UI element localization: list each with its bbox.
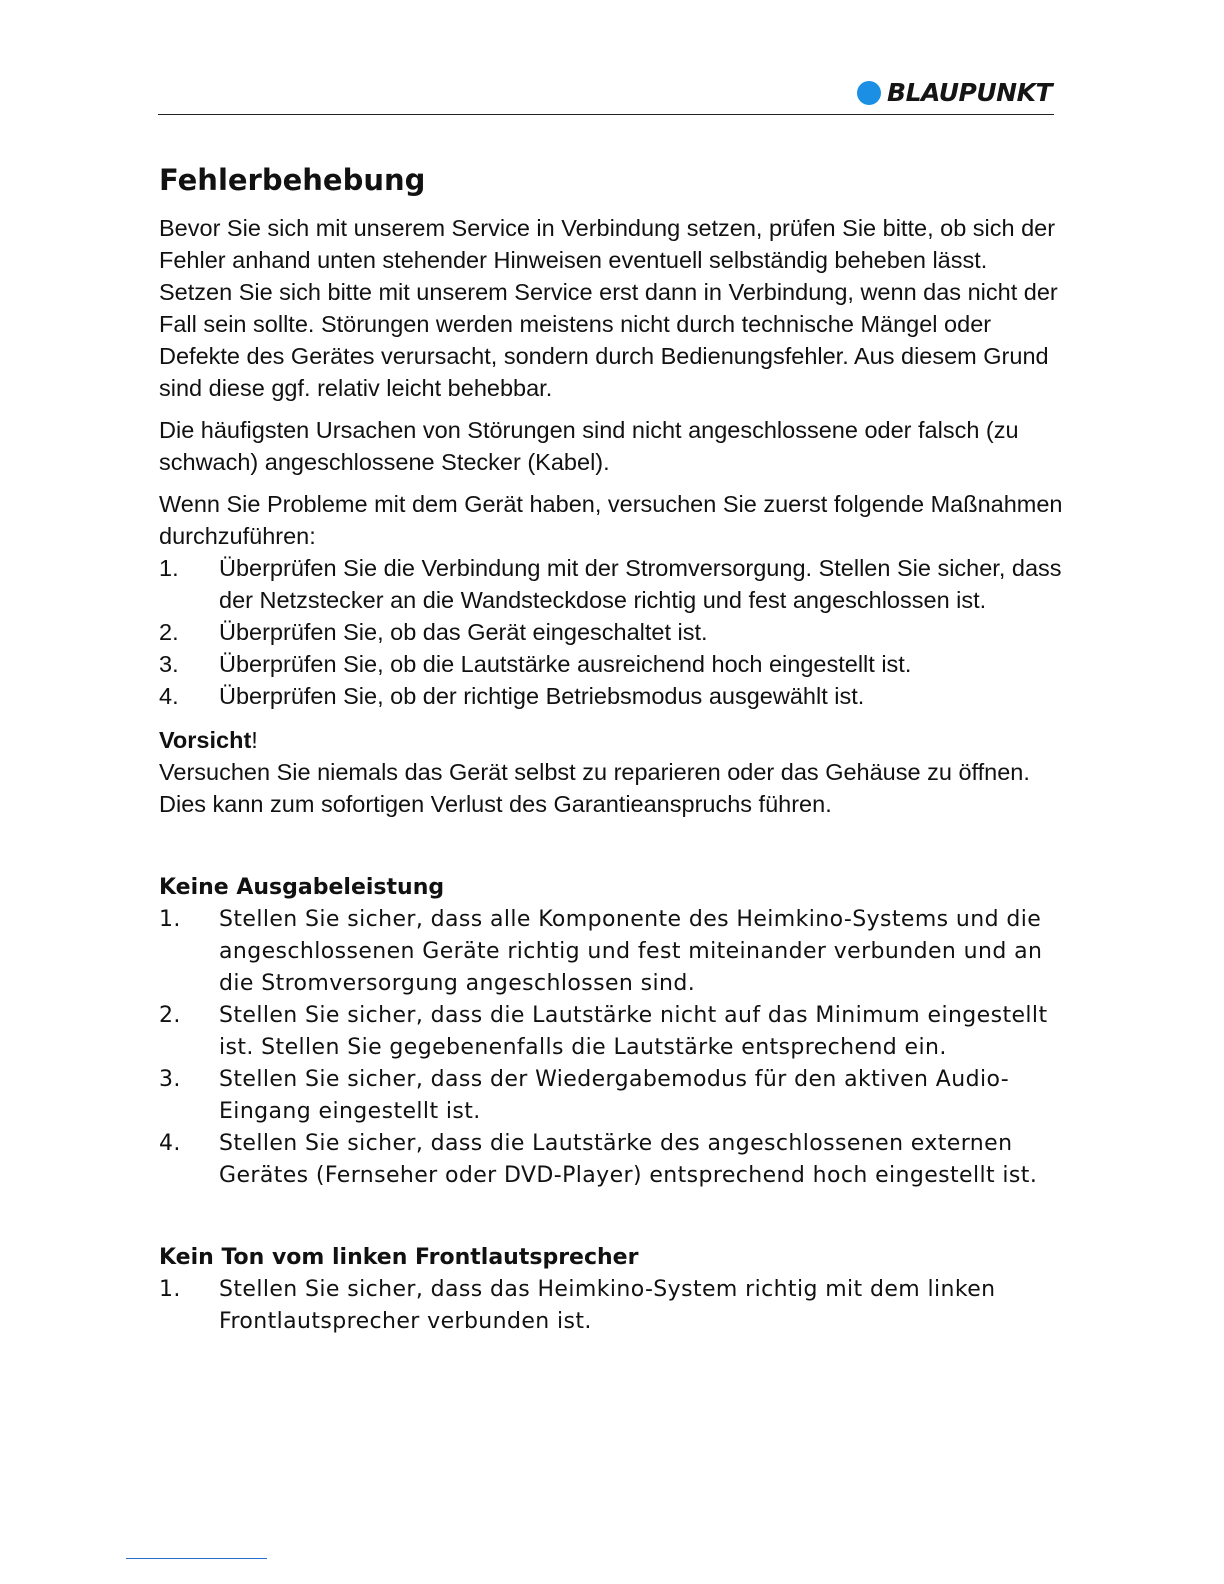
list-text: Überprüfen Sie, ob das Gerät eingeschaltet ist. — [219, 619, 708, 645]
page-title: Fehlerbehebung — [159, 163, 426, 197]
list-number: 2. — [159, 619, 179, 645]
brand-dot-icon — [857, 81, 881, 105]
list-text: Überprüfen Sie, ob die Lautstärke ausreichend hoch eingestellt ist. — [219, 651, 912, 677]
section-no-left-speaker — [159, 1242, 1064, 1338]
list-text: Stellen Sie sicher, dass alle Komponente des Heimkino-Systems und die angeschlossenen Geräte richtig und fest miteinander verbunden und an die Stromversorgung angeschlossen sind. — [219, 907, 1043, 996]
section-list — [159, 1274, 1064, 1338]
list-item — [159, 616, 1064, 648]
list-number: 3. — [159, 1067, 181, 1092]
list-item — [159, 648, 1064, 680]
warning-heading — [159, 724, 1064, 756]
list-number: 4. — [159, 1131, 181, 1156]
list-item — [159, 1274, 1064, 1338]
intro-paragraph-1: Bevor Sie sich mit unserem Service in Verbindung setzen, prüfen Sie bitte, ob sich der Fehler anhand unten stehender Hinweisen eventuell selbständig beheben lässt. Setzen Sie sich bitte mit unserem Service erst dann in Verbindung, wenn das nicht der Fall sein sollte. Störungen werden meistens nicht durch technische Mängel oder Defekte des Gerätes verursacht, sondern durch Bedienungsfehler. Aus diesem Grund sind diese ggf. relativ leicht behebbar. — [159, 215, 1058, 401]
list-item — [159, 904, 1064, 1000]
warning-text: Versuchen Sie niemals das Gerät selbst zu reparieren oder das Gehäuse zu öffnen. Dies kann zum sofortigen Verlust des Garantieanspruchs führen. — [159, 759, 1030, 817]
list-text: Stellen Sie sicher, dass die Lautstärke nicht auf das Minimum eingestellt ist. Stellen Sie gegebenenfalls die Lautstärke entsprechend ein. — [219, 1003, 1048, 1060]
list-number: 4. — [159, 683, 179, 709]
brand-name: BLAUPUNKT — [887, 78, 1052, 107]
list-item — [159, 1128, 1064, 1192]
footer-divider — [126, 1558, 267, 1559]
list-item — [159, 1000, 1064, 1064]
list-item — [159, 552, 1064, 616]
page-content — [159, 160, 1064, 1338]
section-title: Keine Ausgabeleistung — [159, 875, 445, 900]
list-text: Überprüfen Sie, ob der richtige Betriebsmodus ausgewählt ist. — [219, 683, 865, 709]
list-number: 3. — [159, 651, 179, 677]
section-title: Kein Ton vom linken Frontlautsprecher — [159, 1245, 639, 1270]
list-number: 1. — [159, 555, 179, 581]
page-header — [158, 70, 1054, 115]
intro-paragraph-3: Wenn Sie Probleme mit dem Gerät haben, versuchen Sie zuerst folgende Maßnahmen durchzuführen: — [159, 491, 1063, 549]
warning-title: Vorsicht — [159, 727, 252, 753]
intro-paragraph-2: Die häufigsten Ursachen von Störungen sind nicht angeschlossene oder falsch (zu schwach) angeschlossene Stecker (Kabel). — [159, 417, 1019, 475]
list-item — [159, 680, 1064, 712]
list-text: Stellen Sie sicher, dass die Lautstärke des angeschlossenen externen Gerätes (Fernseher oder DVD-Player) entsprechend hoch eingestellt ist. — [219, 1131, 1038, 1188]
warning-exclamation: ! — [251, 727, 258, 753]
list-item — [159, 1064, 1064, 1128]
steps-list — [159, 552, 1064, 712]
list-text: Stellen Sie sicher, dass der Wiedergabemodus für den aktiven Audio-Eingang eingestellt ist. — [219, 1067, 1010, 1124]
list-number: 1. — [159, 1277, 181, 1302]
list-text: Überprüfen Sie die Verbindung mit der Stromversorgung. Stellen Sie sicher, dass der Netzstecker an die Wandsteckdose richtig und fest angeschlossen ist. — [219, 555, 1062, 613]
list-number: 2. — [159, 1003, 181, 1028]
brand-logo — [857, 78, 1052, 107]
section-no-output — [159, 872, 1064, 1192]
list-text: Stellen Sie sicher, dass das Heimkino-System richtig mit dem linken Frontlautsprecher verbunden ist. — [219, 1277, 996, 1334]
list-number: 1. — [159, 907, 181, 932]
section-list — [159, 904, 1064, 1192]
